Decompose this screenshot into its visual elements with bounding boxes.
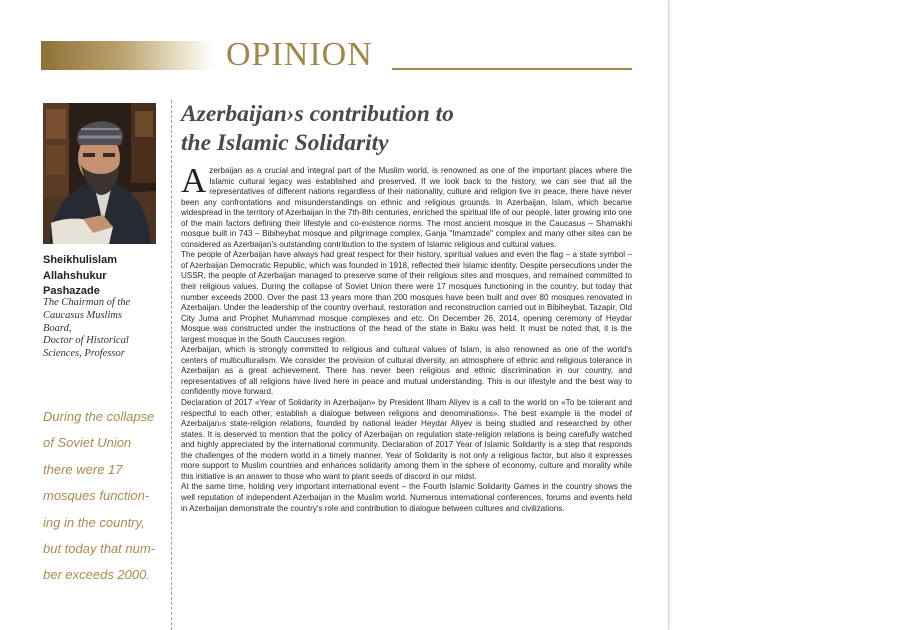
author-name-line: Allahshukur bbox=[43, 269, 107, 282]
author-role-line: Sciences, Professor bbox=[43, 348, 125, 360]
author-role bbox=[43, 297, 168, 361]
article-body bbox=[181, 161, 632, 514]
pull-quote-line: there were 17 bbox=[43, 461, 123, 477]
article-paragraph-text: zerbaijan as a crucial and integral part of the Muslim world, is renowned as one of the important places where the Islamic cultural legacy was established and preserved. If we look back to the history, we can see that all the representatives of different nations regardless of their nationality, culture and religion live in peace, there have never been any confrontations and misunderstandings on ethnic and religious grounds. In Azerbaijan, Islam, which became widespread in the territory of Azerbaijan in the 7th-8th centuries, enriched the spiritual life of our people, later growing into one of the main factors defining their lifestyle and co-existence norms. The most ancient mosque in the Caucasus – Shamakhi mosque built in 743 – Bibiheybat mosque and pilgrimage complex, Ganja "Imamzade" complex and many other sites can be considered as Azerbaijan's outstanding contribution to the system of Islamic religious and cultural values. bbox=[181, 166, 632, 249]
drop-cap: A bbox=[181, 161, 207, 200]
section-title: OPINION bbox=[226, 36, 373, 73]
header-gold-bar bbox=[41, 41, 213, 70]
article-title-line: Azerbaijan›s contribution to bbox=[181, 101, 454, 127]
author-name bbox=[43, 253, 163, 300]
author-role-line: Doctor of Historical bbox=[43, 335, 129, 347]
author-role-line: Caucasus Muslims bbox=[43, 309, 123, 321]
article-paragraph: At the same time, holding very important international event – the Fourth Islamic Solidarity Games in the country shows the well reputation of independent Azerbaijan in the Muslim world. Numerous international conferences, forums and events held in Azerbaijan demonstrate the country's role and contribution to dialogue between cultures and civilizations. bbox=[181, 482, 632, 513]
pull-quote-line: mosques function- bbox=[43, 488, 150, 504]
author-portrait-image bbox=[43, 103, 156, 244]
column-divider bbox=[171, 100, 172, 630]
header-rule bbox=[392, 68, 632, 70]
author-name-line: Sheikhulislam bbox=[43, 254, 117, 266]
pull-quote-line: but today that num- bbox=[43, 541, 156, 557]
pull-quote bbox=[43, 404, 173, 589]
author-role-line: Board, bbox=[43, 322, 72, 334]
article-title bbox=[181, 100, 641, 158]
author-photo bbox=[43, 103, 156, 244]
pull-quote-line: of Soviet Union bbox=[43, 435, 132, 451]
article-title-line: the Islamic Solidarity bbox=[181, 130, 389, 156]
article-paragraph: The people of Azerbaijan have always had great respect for their history, spiritual values and even the flag – a state symbol – of Azerbaijan Democratic Republic, which was founded in 1918, reflected their Islamic identity. Despite persecutions under the USSR, the people of Azerbaijan managed to preserve some of their religious sites and mosques, and remained committed to their religious values. During the collapse of Soviet Union there were 17 mosques functioning in the country, but today that number exceeds 2000. Over the past 13 years more than 200 mosques have been built and over 80 mosques renovated in Azerbaijan. Under the leadership of the country overhaul, restoration and reconstruction carried out in Bibiheybat, Tazapir, Old City Juma and Prophet Muhammad mosque complexes and etc. On December 26, 2014, opening ceremony of Heydar Mosque was constructed under the instructions of the head of the state in Baku was held. It must be noted that, it is the largest mosque in the South Caucuses region. bbox=[181, 250, 632, 344]
article-paragraph: Declaration of 2017 «Year of Solidarity in Azerbaijan» by President Ilham Aliyev is a call to the world on «To be tolerant and respectful to each other, establish a dialogue between religions and denominations». The best example is the model of Azerbaijan›s state-religion relations, founded by national leader Heydar Aliyev is being studied and researched by other states. It is deserved to mention that the policy of Azerbaijan on regulation state-religion relations is being carefully watched and highly appreciated by the international community. Declaration of 2017 Year of Islamic Solidarity is a step that responds the challenges of the modern world in a timely manner. Year of Solidarity is not only a religious factor, but also it expresses more support to Muslim countries and enhances solidarity among them in the sphere of economy, culture and morality while this initiative is an answer to those who want to plant seeds of discord in our midst. bbox=[181, 398, 632, 481]
author-name-line: Pashazade bbox=[43, 285, 100, 297]
pull-quote-line: ber exceeds 2000. bbox=[43, 567, 150, 583]
article-paragraph bbox=[181, 161, 632, 250]
pull-quote-line: During the collapse bbox=[43, 409, 155, 424]
author-role-line: The Chairman of the bbox=[43, 297, 131, 308]
pull-quote-line: ing in the country, bbox=[43, 514, 145, 530]
article-paragraph: Azerbaijan, which is strongly committed to religious and cultural values of Islam, is also renowned as one of the world's centers of multiculturalism. We consider the provision of cultural diversity, an atmosphere of ethnic and religious tolerance in Azerbaijan as a great achievement. There has never been religious and ethnic discrimination in our country, and representatives of all religions have lived here in peace and mutual understanding. This is our lifestyle and the best way to confidently move forward. bbox=[181, 345, 632, 397]
